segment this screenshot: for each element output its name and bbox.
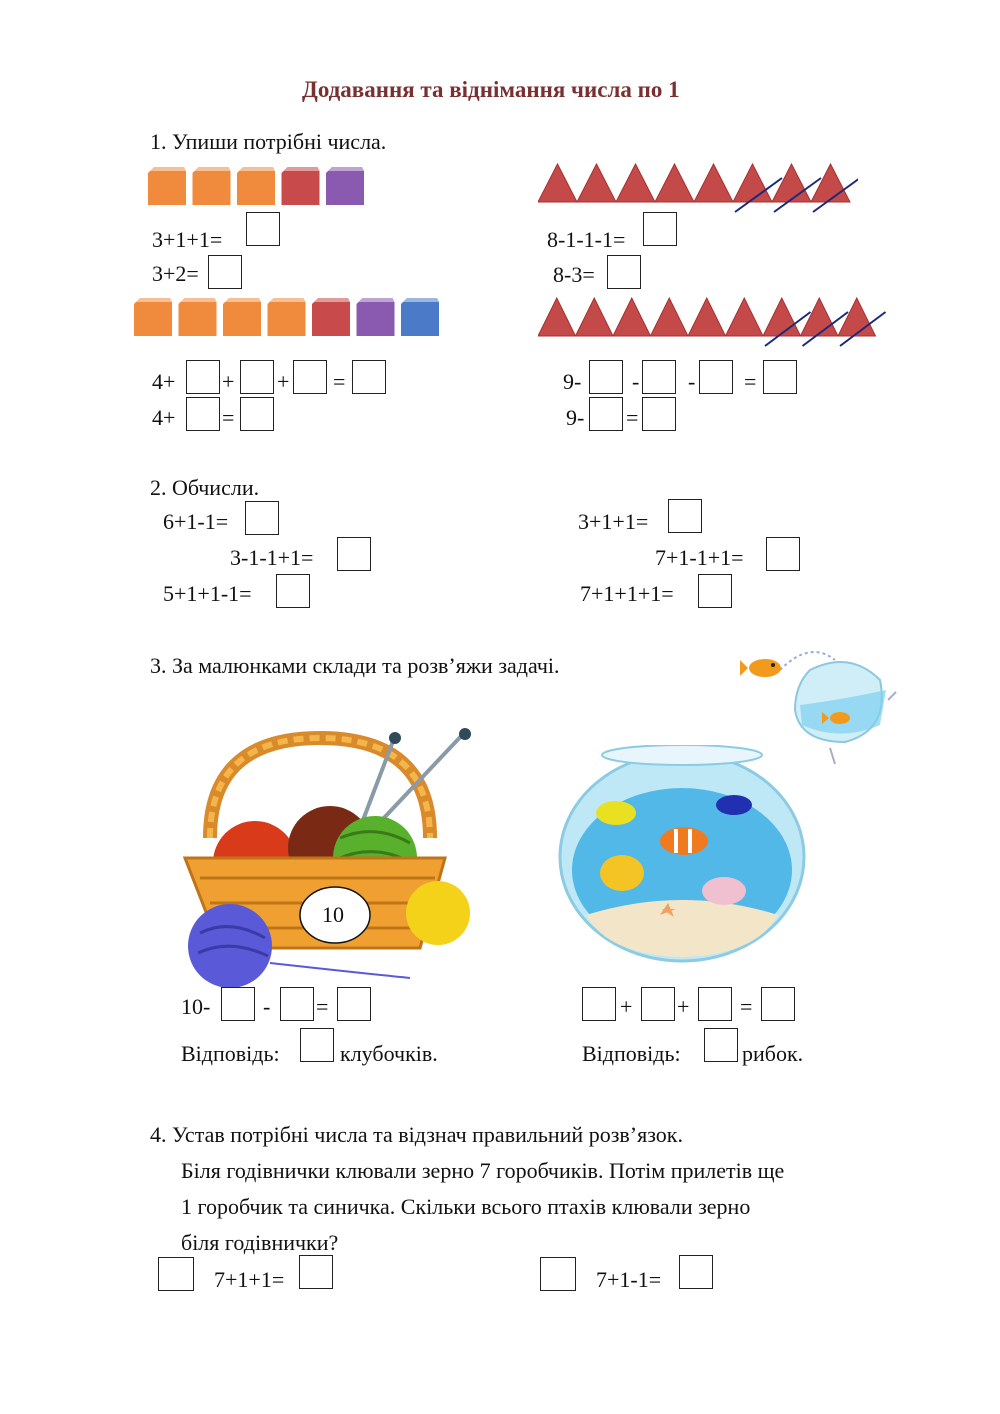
- task3-heading: 3. За малюнками склади та розв’яжи задачі.: [150, 653, 560, 678]
- plus-sign: +: [677, 994, 690, 1019]
- answer-box[interactable]: [186, 397, 220, 431]
- option-eq-1: 7+1+1=: [214, 1267, 285, 1292]
- counting-block: [268, 298, 306, 336]
- equals-sign: =: [222, 405, 235, 430]
- task4-text-line2: 1 горобчик та синичка. Скільки всього птахів клювали зерно: [181, 1194, 751, 1219]
- answer-box[interactable]: [642, 397, 676, 431]
- plus-sign: +: [222, 369, 235, 394]
- answer-unit: клубочків.: [340, 1041, 438, 1066]
- equals-sign: =: [740, 994, 753, 1019]
- answer-box[interactable]: [698, 574, 732, 608]
- answer-box[interactable]: [208, 255, 242, 289]
- blocks-row-1: [148, 165, 368, 207]
- eq-3-1-1: 3+1+1=: [152, 227, 223, 252]
- answer-box[interactable]: [337, 537, 371, 571]
- answer-box[interactable]: [641, 987, 675, 1021]
- counting-triangle: [577, 164, 616, 202]
- eq-3-1-1-1: 3-1-1+1=: [230, 545, 314, 570]
- fishbowl-illustration: [556, 745, 808, 965]
- page-title: Додавання та віднімання числа по 1: [302, 77, 680, 102]
- answer-box[interactable]: [245, 501, 279, 535]
- counting-triangle: [613, 298, 651, 336]
- counting-triangle: [616, 164, 655, 202]
- counting-triangle: [651, 298, 689, 336]
- task2-heading: 2. Обчисли.: [150, 475, 260, 500]
- task1-heading: 1. Упиши потрібні числа.: [150, 129, 387, 154]
- eq-5-1-1-1: 5+1+1-1=: [163, 581, 252, 606]
- counting-triangle: [801, 298, 839, 336]
- answer-box[interactable]: [240, 397, 274, 431]
- task4-text-line3: біля годівнички?: [181, 1230, 339, 1255]
- eq-8-1-1-1: 8-1-1-1=: [547, 227, 626, 252]
- answer-box[interactable]: [589, 397, 623, 431]
- answer-box[interactable]: [293, 360, 327, 394]
- answer-box[interactable]: [668, 499, 702, 533]
- counting-block: [237, 167, 275, 205]
- counting-block: [179, 298, 217, 336]
- answer-box[interactable]: [186, 360, 220, 394]
- answer-box[interactable]: [352, 360, 386, 394]
- answer-box[interactable]: [221, 987, 255, 1021]
- counting-triangle: [763, 298, 801, 336]
- eq-7-1-1-1b: 7+1+1+1=: [580, 581, 674, 606]
- eq-8-3: 8-3=: [553, 262, 595, 287]
- eq-6-1-1: 6+1-1=: [163, 509, 229, 534]
- counting-block: [193, 167, 231, 205]
- minus-sign: -: [263, 994, 271, 1019]
- counting-triangle: [694, 164, 733, 202]
- equals-sign: =: [744, 369, 757, 394]
- counting-triangle: [538, 298, 576, 336]
- answer-box[interactable]: [276, 574, 310, 608]
- answer-box[interactable]: [642, 360, 676, 394]
- answer-box[interactable]: [300, 1028, 334, 1062]
- answer-box[interactable]: [763, 360, 797, 394]
- answer-label: Відповідь:: [181, 1041, 280, 1066]
- answer-box[interactable]: [761, 987, 795, 1021]
- eq-7-1-1-1: 7+1-1+1=: [655, 545, 744, 570]
- counting-block: [401, 298, 439, 336]
- answer-label: Відповідь:: [582, 1041, 681, 1066]
- task4-text-line1: Біля годівнички клювали зерно 7 горобчиків. Потім прилетів ще: [181, 1158, 785, 1183]
- triangles-row-2: [538, 292, 888, 348]
- option-checkbox[interactable]: [540, 1257, 576, 1291]
- counting-block: [357, 298, 395, 336]
- equals-sign: =: [333, 369, 346, 394]
- plus-sign: +: [620, 994, 633, 1019]
- answer-box[interactable]: [607, 255, 641, 289]
- eq-start: 4+: [152, 405, 176, 430]
- task4-heading: 4. Устав потрібні числа та відзнач правильний розв’язок.: [150, 1122, 683, 1147]
- equals-sign: =: [316, 994, 329, 1019]
- minus-sign: -: [632, 369, 640, 394]
- counting-block: [326, 167, 364, 205]
- yarn-basket-illustration: [180, 728, 480, 988]
- answer-box[interactable]: [299, 1255, 333, 1289]
- counting-block: [223, 298, 261, 336]
- triangles-row-1: [538, 158, 858, 214]
- answer-box[interactable]: [698, 987, 732, 1021]
- eq-start: 10-: [181, 994, 211, 1019]
- plus-sign: +: [277, 369, 290, 394]
- counting-block: [148, 167, 186, 205]
- blocks-row-2: [134, 296, 449, 338]
- basket-number: 10: [322, 902, 344, 927]
- counting-triangle: [576, 298, 614, 336]
- counting-triangle: [838, 298, 876, 336]
- answer-box[interactable]: [704, 1028, 738, 1062]
- counting-triangle: [811, 164, 850, 202]
- answer-box[interactable]: [246, 212, 280, 246]
- option-checkbox[interactable]: [158, 1257, 194, 1291]
- eq-3-1-1b: 3+1+1=: [578, 509, 649, 534]
- counting-block: [134, 298, 172, 336]
- eq-start: 4+: [152, 369, 176, 394]
- option-eq-2: 7+1-1=: [596, 1267, 662, 1292]
- answer-box[interactable]: [240, 360, 274, 394]
- answer-box[interactable]: [643, 212, 677, 246]
- eq-3-2: 3+2=: [152, 261, 199, 286]
- counting-block: [282, 167, 320, 205]
- answer-box[interactable]: [582, 987, 616, 1021]
- minus-sign: -: [688, 369, 696, 394]
- answer-unit: рибок.: [742, 1041, 804, 1066]
- answer-box[interactable]: [589, 360, 623, 394]
- answer-box[interactable]: [679, 1255, 713, 1289]
- eq-start: 9-: [566, 405, 585, 430]
- counting-triangle: [655, 164, 694, 202]
- answer-box[interactable]: [699, 360, 733, 394]
- counting-triangle: [733, 164, 772, 202]
- answer-box[interactable]: [766, 537, 800, 571]
- counting-triangle: [688, 298, 726, 336]
- counting-triangle: [538, 164, 577, 202]
- answer-box[interactable]: [337, 987, 371, 1021]
- counting-triangle: [772, 164, 811, 202]
- counting-block: [312, 298, 350, 336]
- answer-box[interactable]: [280, 987, 314, 1021]
- equals-sign: =: [626, 405, 639, 430]
- counting-triangle: [726, 298, 764, 336]
- eq-start: 9-: [563, 369, 582, 394]
